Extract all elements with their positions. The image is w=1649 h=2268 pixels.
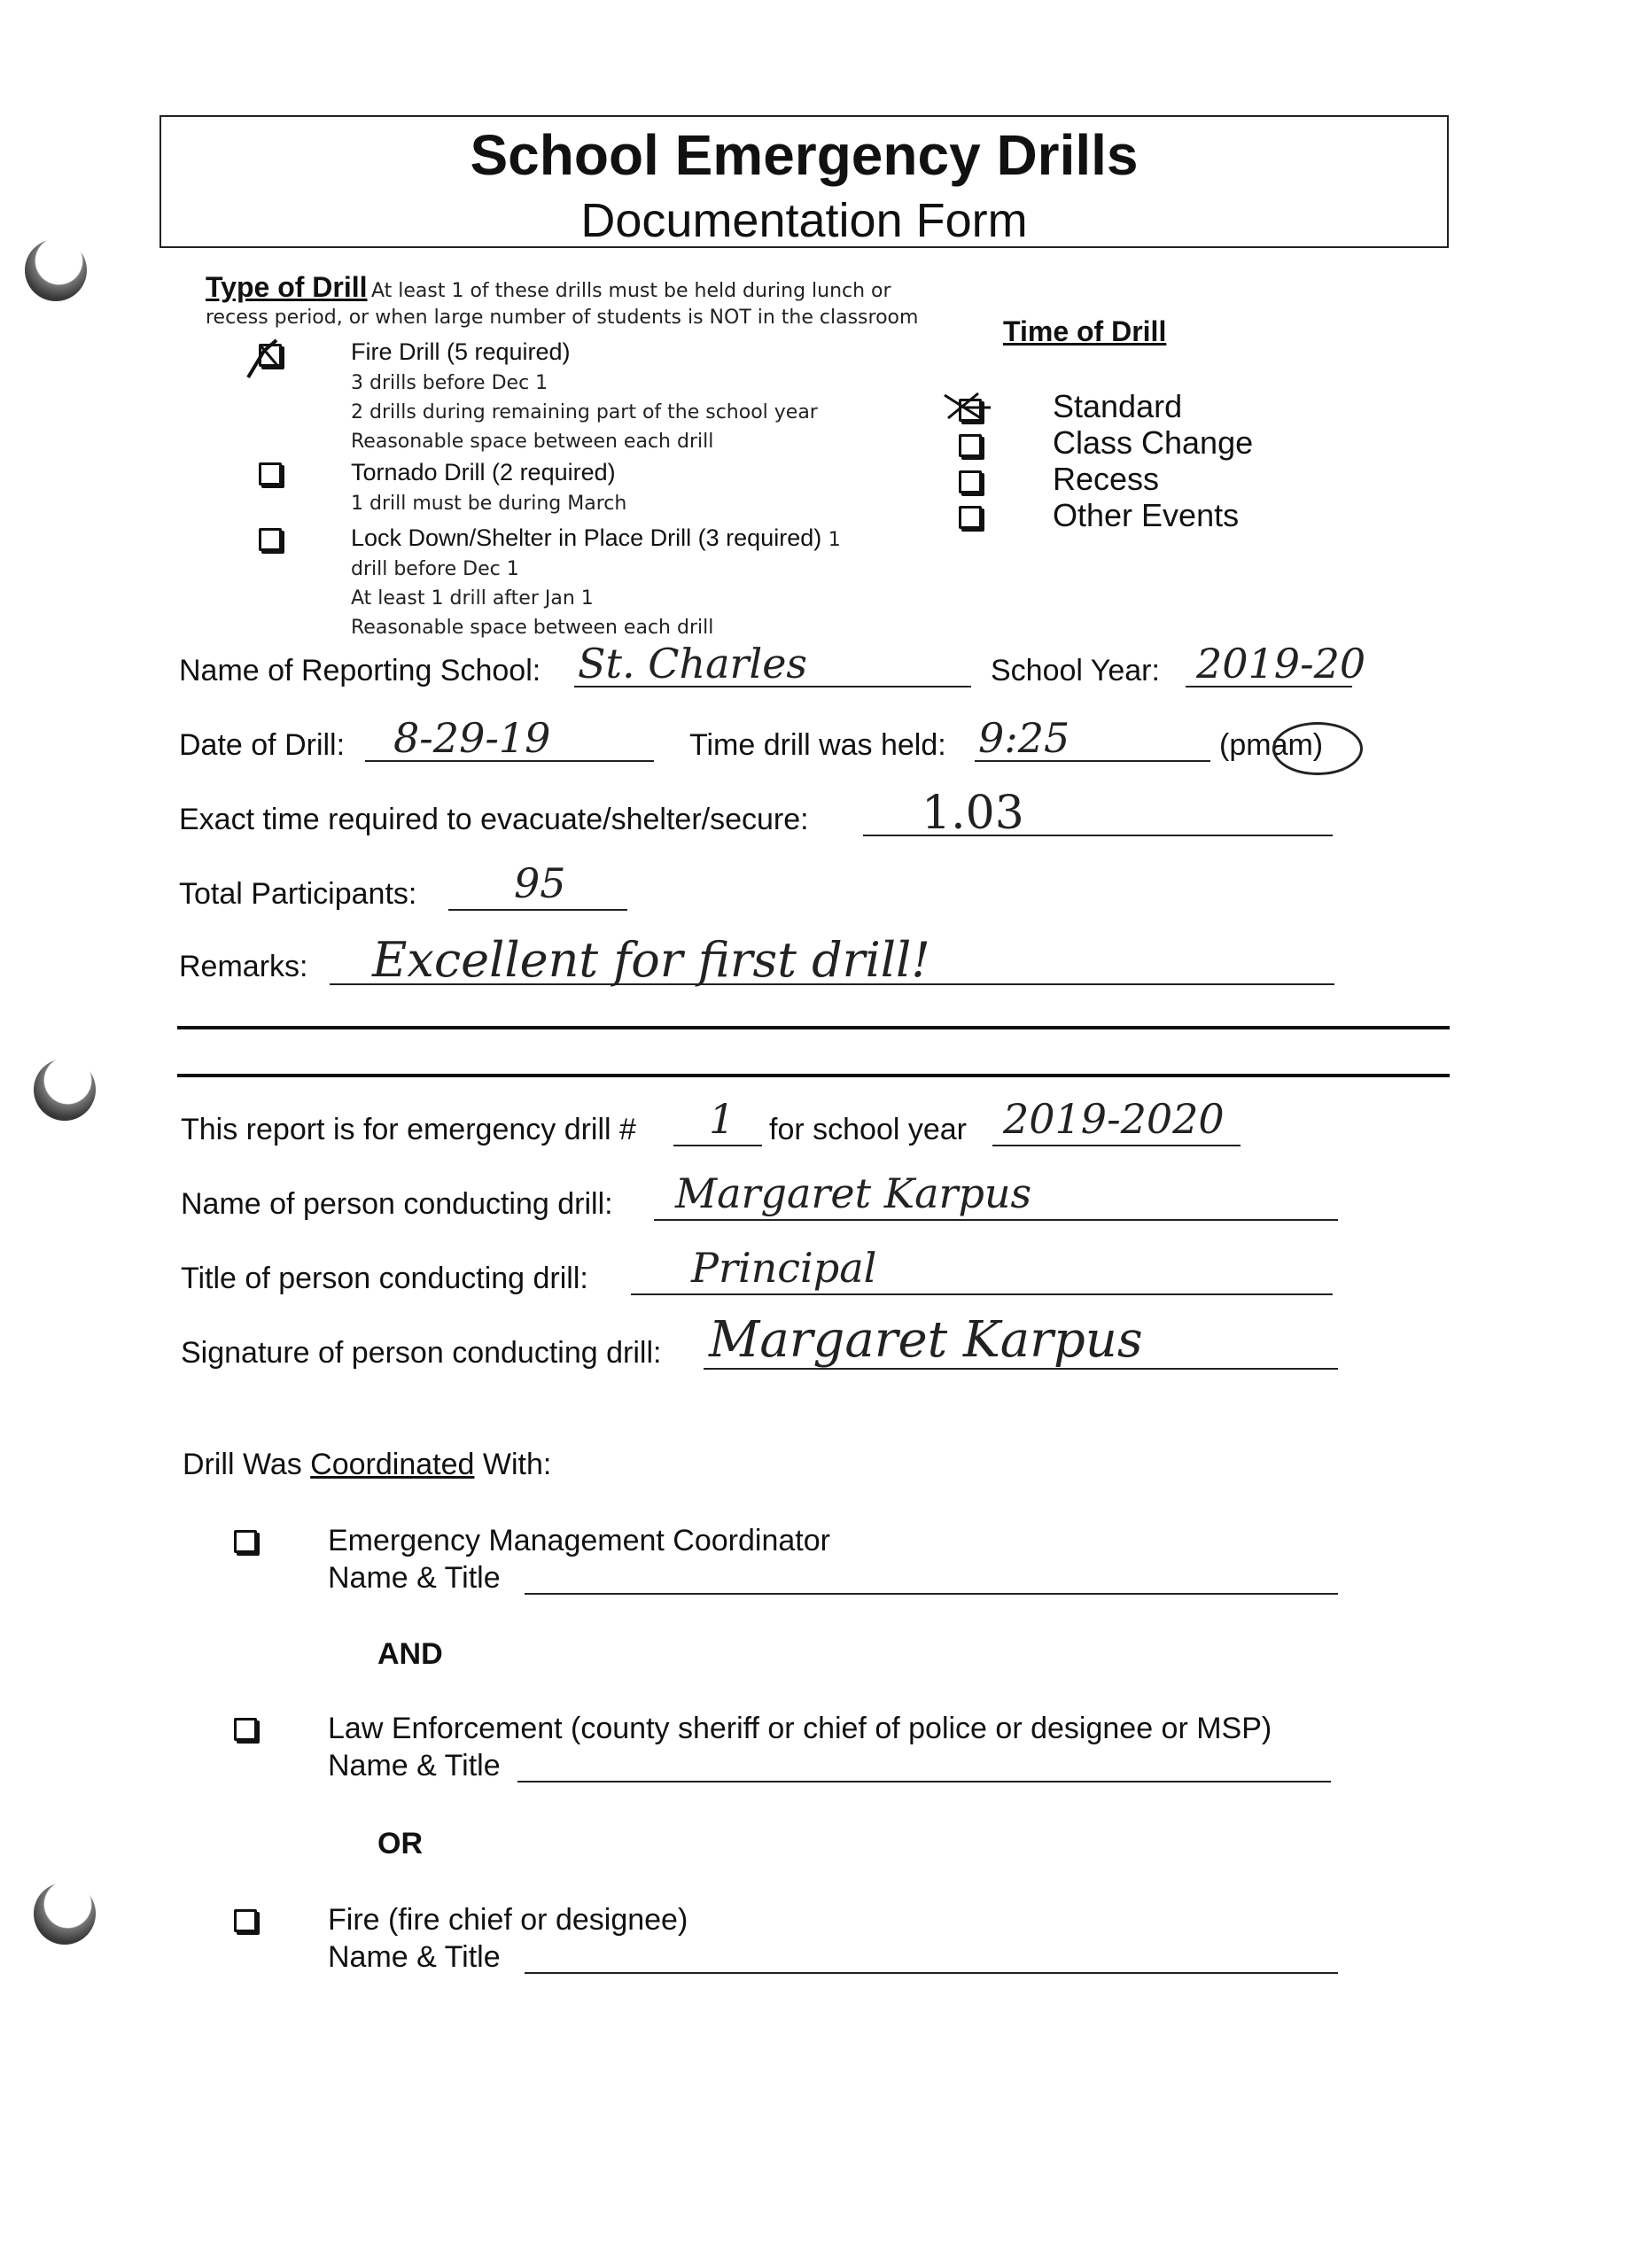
lockdown-drill-checkbox[interactable] [259,528,282,551]
report-year-value: 2019-2020 [1003,1095,1225,1143]
coordination-heading-prefix: Drill Was [183,1448,311,1481]
signature-label: Signature of person conducting drill: [181,1336,662,1370]
person-name-label: Name of person conducting drill: [181,1187,613,1221]
lockdown-drill-row [351,524,841,552]
standard-label: Standard [1053,388,1183,424]
punch-hole-top [25,239,87,301]
fire-chief-label: Fire (fire chief or designee) [328,1903,688,1937]
coordination-heading-suffix: With: [474,1448,552,1481]
am-pm-close: ) [1312,728,1324,762]
time-of-drill-heading: Time of Drill [1003,315,1167,347]
person-title-label: Title of person conducting drill: [181,1262,588,1295]
drill-number-value: 1 [709,1095,735,1143]
lockdown-drill-detail-3: Reasonable space between each drill [351,617,714,639]
type-of-drill-note-1: At least 1 of these drills must be held during lunch or [370,280,891,302]
exact-time-label: Exact time required to evacuate/shelter/secure: [179,803,809,836]
am-label: am [1271,728,1313,762]
emergency-mgmt-name-title-field[interactable] [525,1570,1338,1595]
school-year-value: 2019-20 [1196,640,1366,687]
school-year-label: School Year: [991,654,1160,687]
recess-label: Recess [1053,461,1160,497]
person-title-value: Principal [691,1244,877,1292]
person-name-value: Margaret Karpus [675,1169,1032,1217]
time-held-label: Time drill was held: [689,728,946,762]
punch-hole-middle [34,1059,96,1121]
pm-label: (pm [1219,728,1272,762]
law-enforcement-checkbox[interactable] [234,1718,257,1741]
class-change-checkbox[interactable] [959,434,982,457]
other-events-checkbox[interactable] [959,506,982,529]
participants-value: 95 [514,859,566,907]
form-title: School Emergency Drills [470,123,1139,187]
form-subtitle: Documentation Form [580,194,1028,247]
type-of-drill-note-2: recess period, or when large number of students is NOT in the classroom [206,307,919,329]
fire-drill-detail-1: 3 drills before Dec 1 [351,372,548,394]
remarks-line-2[interactable] [177,1017,1450,1029]
report-year-label: for school year [769,1113,967,1146]
lockdown-drill-detail-2: At least 1 drill after Jan 1 [351,587,594,610]
school-name-value: St. Charles [578,640,808,687]
type-of-drill-heading: Type of Drill [206,271,368,303]
coordination-heading-underlined: Coordinated [310,1448,475,1481]
exact-time-value: 1.03 [922,787,1024,840]
checkmark-icon [241,333,291,384]
participants-label: Total Participants: [179,877,417,911]
punch-hole-bottom [34,1883,96,1945]
time-held-value: 9:25 [978,714,1070,762]
other-events-label: Other Events [1053,497,1240,533]
fire-chief-name-title-label: Name & Title [328,1940,501,1974]
checkmark-icon [939,388,992,427]
law-enforcement-label: Law Enforcement (county sheriff or chief of police or designee or MSP) [328,1712,1272,1745]
tornado-drill-checkbox[interactable] [259,462,282,485]
class-change-label: Class Change [1053,424,1254,461]
remarks-label: Remarks: [179,950,308,983]
tornado-drill-detail-1: 1 drill must be during March [351,493,627,515]
and-label: AND [377,1637,443,1671]
or-label: OR [377,1827,423,1860]
fire-chief-name-title-field[interactable] [525,1949,1338,1974]
drill-number-label: This report is for emergency drill # [181,1113,636,1146]
fire-drill-detail-2: 2 drills during remaining part of the school year [351,401,818,423]
date-of-drill-value: 8-29-19 [393,714,551,762]
remarks-line-3[interactable] [177,1065,1450,1077]
emergency-mgmt-checkbox[interactable] [234,1530,257,1553]
law-enforcement-name-title-label: Name & Title [328,1749,501,1783]
tornado-drill-label: Tornado Drill (2 required) [351,459,616,485]
emergency-mgmt-name-title-label: Name & Title [328,1561,501,1595]
recess-checkbox[interactable] [959,470,982,493]
coordination-heading [183,1448,551,1482]
emergency-mgmt-label: Emergency Management Coordinator [328,1524,830,1557]
lockdown-drill-detail-1: drill before Dec 1 [351,558,519,580]
signature-value: Margaret Karpus [709,1311,1143,1369]
date-of-drill-label: Date of Drill: [179,728,346,762]
am-circle-mark [1272,722,1363,775]
school-name-label: Name of Reporting School: [179,654,541,687]
fire-chief-checkbox[interactable] [234,1909,257,1932]
fire-drill-label: Fire Drill (5 required) [351,338,571,365]
lockdown-drill-label: Lock Down/Shelter in Place Drill (3 required) [351,524,822,551]
type-of-drill-header [206,271,891,304]
law-enforcement-name-title-field[interactable] [517,1758,1331,1783]
remarks-value: Excellent for first drill! [372,932,930,988]
fire-drill-detail-3: Reasonable space between each drill [351,431,714,453]
lockdown-drill-label-suffix: 1 [828,529,841,551]
